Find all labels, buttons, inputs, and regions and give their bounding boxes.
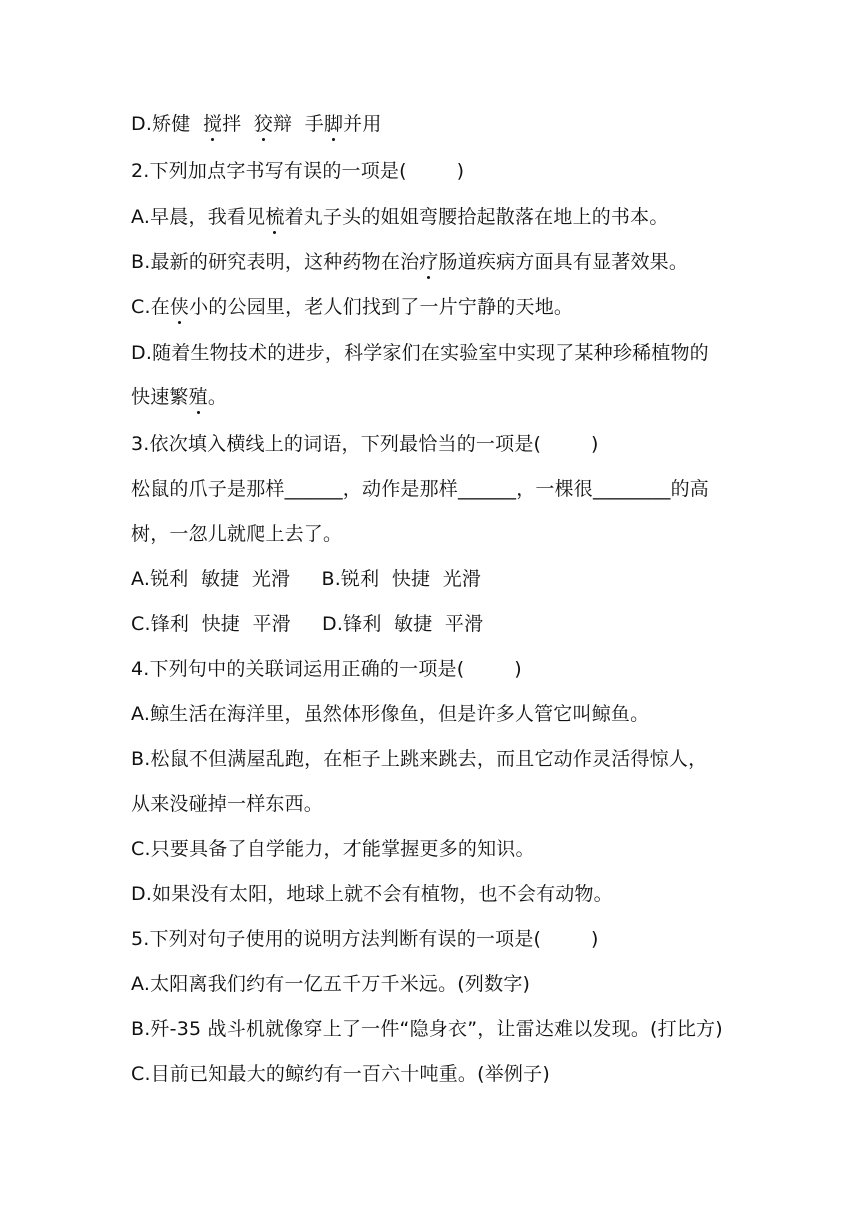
line-text: 从来没碰掉一样东西。	[131, 793, 324, 815]
line-text: 辩 手	[273, 113, 324, 135]
emphasis-dot-char: 疗	[419, 251, 439, 273]
line-text: C.只要具备了自学能力，才能掌握更多的知识。	[131, 838, 535, 860]
line-text: A.早晨，我看见	[131, 206, 266, 228]
line-text: 。	[207, 386, 228, 408]
line-text: B.松鼠不但满屋乱跑，在柜子上跳来跳去，而且它动作灵活得惊人，	[131, 748, 708, 770]
line-text: 快速繁	[131, 386, 189, 408]
emphasis-dot-char: 搅	[202, 113, 223, 135]
q2-option-a	[131, 204, 669, 230]
line-text: A.鲸生活在海洋里，虽然体形像鱼，但是许多人管它叫鲸鱼。	[131, 703, 650, 725]
option-d-words	[131, 111, 382, 137]
line-text: B.歼-35 战斗机就像穿上了一件“隐身衣”，让雷达难以发现。(打比方)	[131, 1018, 723, 1040]
line-text: 树，一忽儿就爬上去了。	[131, 523, 343, 545]
q3-passage-line2	[131, 521, 342, 547]
line-text: D.如果没有太阳，地球上就不会有植物，也不会有动物。	[131, 883, 613, 905]
q3-passage-line1	[131, 476, 709, 502]
q4-option-b-line2	[131, 791, 323, 817]
q5-option-b	[131, 1016, 723, 1042]
q2-option-b	[131, 249, 688, 275]
question-2	[131, 158, 464, 184]
line-text: D.矫健	[131, 113, 203, 135]
question-3	[131, 431, 599, 457]
emphasis-dot-char: 侠	[169, 296, 190, 318]
line-text: A.太阳离我们约有一亿五千万千米远。(列数字)	[131, 973, 531, 995]
q2-option-d-line2	[131, 384, 227, 410]
line-text: 着丸子头的姐姐弯腰拾起散落在地上的书本。	[284, 206, 669, 228]
emphasis-dot-char: 脚	[323, 113, 344, 135]
line-text: 5.下列对句子使用的说明方法判断有误的一项是( )	[131, 928, 599, 950]
emphasis-dot-char: 殖	[188, 386, 208, 408]
line-text: C.锋利 快捷 平滑 D.锋利 敏捷 平滑	[131, 613, 484, 635]
question-4	[131, 656, 522, 682]
line-text: 小的公园里，老人们找到了一片宁静的天地。	[189, 296, 574, 318]
q5-option-a	[131, 971, 530, 997]
q4-option-d	[131, 881, 613, 907]
line-text: A.锐利 敏捷 光滑 B.锐利 快捷 光滑	[131, 568, 482, 590]
line-text: 2.下列加点字书写有误的一项是( )	[131, 160, 465, 182]
q4-option-c	[131, 836, 535, 862]
line-text: 拌	[222, 113, 254, 135]
q2-option-d-line1	[131, 340, 709, 366]
question-5	[131, 926, 599, 952]
line-text: C.目前已知最大的鲸约有一百六十吨重。(举例子)	[131, 1063, 550, 1085]
line-text: D.随着生物技术的进步，科学家们在实验室中实现了某种珍稀植物的	[131, 342, 709, 364]
q3-options-cd	[131, 611, 483, 637]
q3-options-ab	[131, 566, 481, 592]
line-text: C.在	[131, 296, 170, 318]
line-text: 3.依次填入横线上的词语，下列最恰当的一项是( )	[131, 433, 599, 455]
emphasis-dot-char: 梳	[265, 206, 285, 228]
emphasis-dot-char: 狡	[253, 113, 274, 135]
line-text: 松鼠的爪子是那样______，动作是那样______，一棵很________的高	[131, 478, 710, 500]
q5-option-c	[131, 1061, 550, 1087]
line-text: 肠道疾病方面具有显著效果。	[438, 251, 689, 273]
q4-option-a	[131, 701, 649, 727]
q4-option-b-line1	[131, 746, 707, 772]
q2-option-c	[131, 294, 573, 320]
line-text: B.最新的研究表明，这种药物在治	[131, 251, 420, 273]
line-text: 4.下列句中的关联词运用正确的一项是( )	[131, 658, 522, 680]
line-text: 并用	[343, 113, 382, 135]
